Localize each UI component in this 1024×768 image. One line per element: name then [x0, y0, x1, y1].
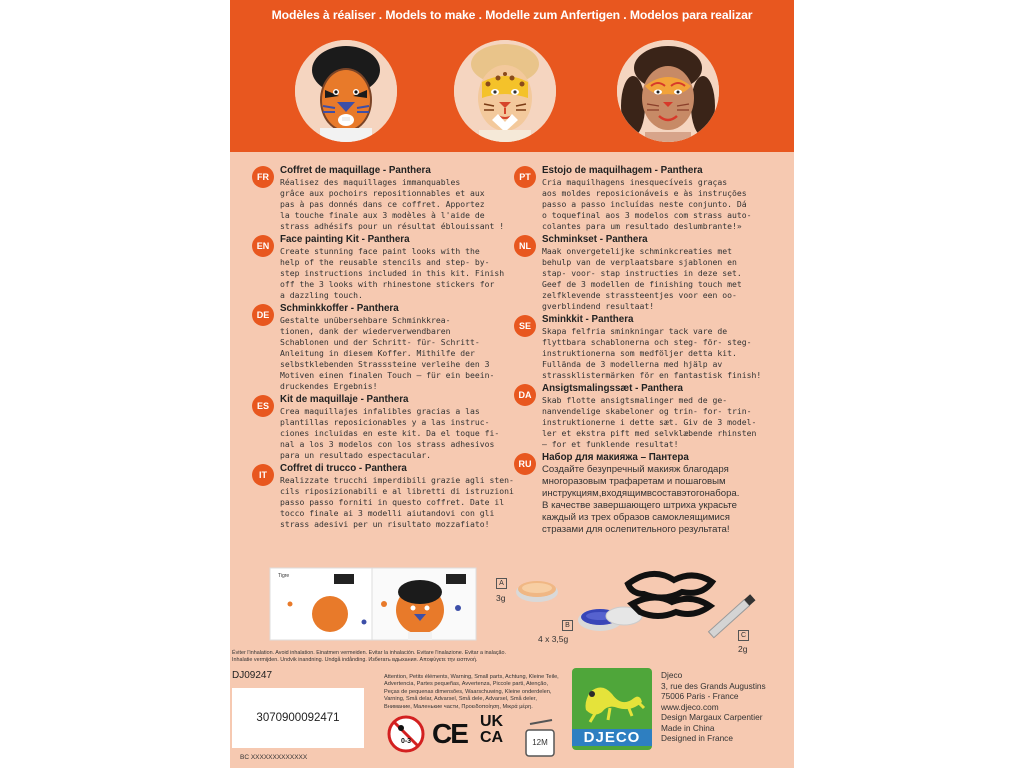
ukca-mark: UK CA [480, 713, 504, 746]
amount-a: 3g [496, 593, 506, 603]
tiger-face-boy-icon [295, 40, 397, 142]
section-title: Coffret di trucco - Panthera [280, 463, 407, 474]
body-line: Fulländа de 3 modellerna med hjälp av [542, 359, 723, 369]
djeco-logo [572, 668, 652, 750]
body-line: многоразовым трафаретам и пошаговым [542, 476, 726, 487]
batch-code: BC XXXXXXXXXXXXX [240, 754, 308, 761]
language-badge-ru: RU [514, 453, 536, 475]
body-line: Maak onvergetelijke schminkcreaties met [542, 246, 733, 256]
body-line: strass adhésifs pour un résultat éblouissant ! [280, 221, 505, 231]
language-badge-nl: NL [514, 235, 536, 257]
amount-b: 4 x 3,5g [538, 634, 569, 644]
body-line: grâce aux pochoirs repositionnables et aux [280, 188, 485, 198]
body-line: off the 3 looks with rhinestone stickers for [280, 279, 495, 289]
address-line: 3, rue des Grands Augustins [661, 680, 766, 691]
section-da [514, 383, 786, 450]
label-a: A [496, 578, 507, 589]
body-line: – for et funklende resultat! [542, 439, 679, 449]
body-line: selbstklebenden Strasssteine verleihe den 3 [280, 359, 490, 369]
paint-pot-a-icon [514, 576, 560, 604]
section-body [542, 464, 786, 536]
section-title: Schminkkoffer - Panthera [280, 303, 399, 314]
body-line: tocco finale ai 3 modelli aiutandovi con gli [280, 508, 495, 518]
warning-line: Peças de pequenas dimensões, Waarschuwing, Kleine onderdelen, [384, 688, 552, 695]
section-de [252, 303, 524, 392]
address-line: Designed in France [661, 733, 733, 743]
language-badge-fr: FR [252, 166, 274, 188]
language-badge-pt: PT [514, 166, 536, 188]
section-body [280, 406, 524, 461]
body-line: pas à pas donnés dans ce coffret. Apportez [280, 199, 485, 209]
barcode [232, 688, 364, 748]
amount-c: 2g [738, 644, 748, 654]
section-se [514, 314, 786, 381]
section-title: Face painting Kit - Panthera [280, 234, 410, 245]
inhalation-line: Inhalatie vermijden. Undvik inandning. Undgå indånding. Избегать вдыхания. Αποφύγετε την εισπνοή. [232, 657, 478, 663]
section-title: Набор для макияжа – Пантера [542, 452, 689, 463]
body-line: Motiven einen finalen Touch – für ein beein- [280, 370, 495, 380]
ce-mark: CE [432, 718, 467, 749]
body-line: Crea maquillajes infalibles gracias a las [280, 406, 480, 416]
instructions-left-column [252, 165, 524, 532]
section-ru [514, 452, 786, 536]
inhalation-warning [232, 650, 792, 664]
section-body [280, 475, 524, 530]
legal-footer [230, 648, 794, 768]
pao-label: 12M [532, 738, 548, 747]
language-badge-se: SE [514, 315, 536, 337]
language-badge-es: ES [252, 395, 274, 417]
section-en [252, 234, 524, 301]
address-line: Djeco [661, 670, 683, 680]
body-line: каждый из трех образов самоклеящимися [542, 512, 730, 523]
body-line: Schablonen und der Schritt- für- Schritt- [280, 337, 480, 347]
body-line: passo a passo incluídas neste conjunto. Dá [542, 199, 747, 209]
body-line: plantillas reposicionables y a las instruc- [280, 417, 490, 427]
company-address [661, 670, 766, 744]
address-line: Design Margaux Carpentier [661, 712, 763, 722]
pao-icon [522, 718, 558, 758]
body-line: la touche finale aux 3 modèles à l'aide de [280, 210, 485, 220]
age-mark: 0-3 [400, 738, 412, 745]
section-body [542, 246, 786, 312]
banner-title: Modèles à réaliser . Models to make . Modelle zum Anfertigen . Modelos para realizar [271, 8, 753, 22]
section-body [542, 395, 786, 450]
body-line: gverblindend resultaat! [542, 301, 655, 311]
logo-text: DJECO [572, 729, 652, 746]
section-body [280, 246, 524, 301]
body-line: стразами для ослепительного результата! [542, 524, 730, 535]
body-line: para un resultado espectacular. [280, 450, 432, 460]
body-line: behulp van de verplaatsbare sjablonen en [542, 257, 737, 267]
body-line: instruktionerne i dette sæt. Giv de 3 model- [542, 417, 757, 427]
instruction-booklet-icon [268, 564, 478, 644]
body-line: nal a los 3 modelos con los strass adhesivos [280, 439, 495, 449]
body-line: Cria maquilhagens inesquecíveis graças [542, 177, 728, 187]
body-line: ciones incluidas en este kit. Da el toque fi- [280, 428, 500, 438]
language-badge-en: EN [252, 235, 274, 257]
body-line: o toquefinal aos 3 modelos com strass auto- [542, 210, 752, 220]
section-body [542, 177, 786, 232]
body-line: nanvendelige skabeloner og trin- for- trin- [542, 406, 752, 416]
body-line: help of the reusable stencils and step- by- [280, 257, 490, 267]
section-title: Kit de maquillaje - Panthera [280, 394, 409, 405]
body-line: Réalisez des maquillages immanquables [280, 177, 461, 187]
inhalation-line: Éviter l'inhalation. Avoid inhalation. Einatmen vermeiden. Evitar la inhalación. Evitare l'inalazione. Evitar a inalação. [232, 650, 507, 656]
makeup-crayon-icon [700, 586, 764, 646]
body-line: a dazzling touch. [280, 290, 363, 300]
label-b: B [562, 620, 573, 631]
small-parts-warning [384, 674, 564, 711]
body-line: Geef de 3 modellen de finishing touch met [542, 279, 742, 289]
section-fr [252, 165, 524, 232]
instructions-right-column [514, 165, 786, 538]
cat-face-girl-icon [617, 40, 719, 142]
section-nl [514, 234, 786, 312]
section-pt [514, 165, 786, 232]
body-line: инструкциям,входящимвсоставэтогонабора. [542, 488, 740, 499]
language-badge-de: DE [252, 304, 274, 326]
address-line: Made in China [661, 722, 715, 733]
body-line: strass adesivi per un risultato mozzafiato! [280, 519, 490, 529]
warning-line: Attention, Petits éléments, Warning, Small parts, Achtung, Kleine Teile, [384, 674, 559, 680]
body-line: ler et ekstra pift med selvklæbende rhinsten [542, 428, 757, 438]
body-line: colantes para um resultado deslumbrante!» [542, 221, 742, 231]
body-line: flyttbara schablonerna och steg- för- steg- [542, 337, 752, 347]
section-body [280, 177, 524, 232]
language-badge-it: IT [252, 464, 274, 486]
warning-line: Внимание, Маленькие части, Προειδοποίηση, Μικρά μέρη. [384, 703, 533, 710]
body-line: strassklistermärken för en fantastisk finish! [542, 370, 762, 380]
age-warning-icon [386, 714, 426, 754]
body-line: Anleitung in diesem Koffer. Mithilfe der [280, 348, 475, 358]
section-title: Sminkkit - Panthera [542, 314, 634, 325]
booklet-label: Tigre [278, 573, 290, 579]
body-line: passo passo forniti in questo coffret. Date il [280, 497, 505, 507]
body-line: Skapa felfria sminkningar tack vare de [542, 326, 728, 336]
warning-line: Varning, Små delar, Advarsel, Små dele, Advarsel, Små deler, [384, 696, 537, 703]
product-back-panel [230, 0, 794, 768]
kit-contents [230, 558, 794, 658]
body-line: zelfklevende strassteentjes voor een oo- [542, 290, 737, 300]
address-line: www.djeco.com [661, 701, 719, 712]
product-reference: DJ09247 [232, 670, 273, 681]
body-line: step instructions included in this kit. Finish [280, 268, 505, 278]
warning-line: Advertencia, Partes pequeñas, Avvertenza, Piccole parti, Atenção, [384, 681, 549, 688]
section-body [280, 315, 524, 392]
body-line: instruktionerna som medföljer detta kit. [542, 348, 737, 358]
barcode-number: 3070900092471 [256, 712, 340, 724]
label-c: C [738, 630, 749, 641]
section-title: Ansigtsmalingssæt - Panthera [542, 383, 683, 394]
body-line: stap- voor- stap instructies in deze set. [542, 268, 742, 278]
body-line: Realizzate trucchi imperdibili grazie agli sten- [280, 475, 514, 485]
section-body [542, 326, 786, 381]
body-line: Create stunning face paint looks with the [280, 246, 480, 256]
language-badge-da: DA [514, 384, 536, 406]
body-line: В качестве завершающего штриха украсьте [542, 500, 737, 511]
section-title: Estojo de maquilhagem - Panthera [542, 165, 703, 176]
body-line: Создайте безупречный макияж благодаря [542, 464, 729, 475]
leopard-face-boy-icon [454, 40, 556, 142]
body-line: Skab flotte ansigtsmalinger med de ge- [542, 395, 728, 405]
body-line: Gestalte unübersehbare Schminkkrea- [280, 315, 451, 325]
header-banner [230, 0, 794, 152]
body-line: cils riposizionabili e al libretti di istruzioni [280, 486, 514, 496]
address-line: 75006 Paris - France [661, 691, 739, 701]
body-line: aos moldes reposicionáveis e às instruções [542, 188, 747, 198]
section-title: Schminkset - Panthera [542, 234, 648, 245]
section-title: Coffret de maquillage - Panthera [280, 165, 431, 176]
section-it [252, 463, 524, 530]
body-line: druckendes Ergebnis! [280, 381, 378, 391]
body-line: tionen, dank der wiederverwendbaren [280, 326, 451, 336]
section-es [252, 394, 524, 461]
